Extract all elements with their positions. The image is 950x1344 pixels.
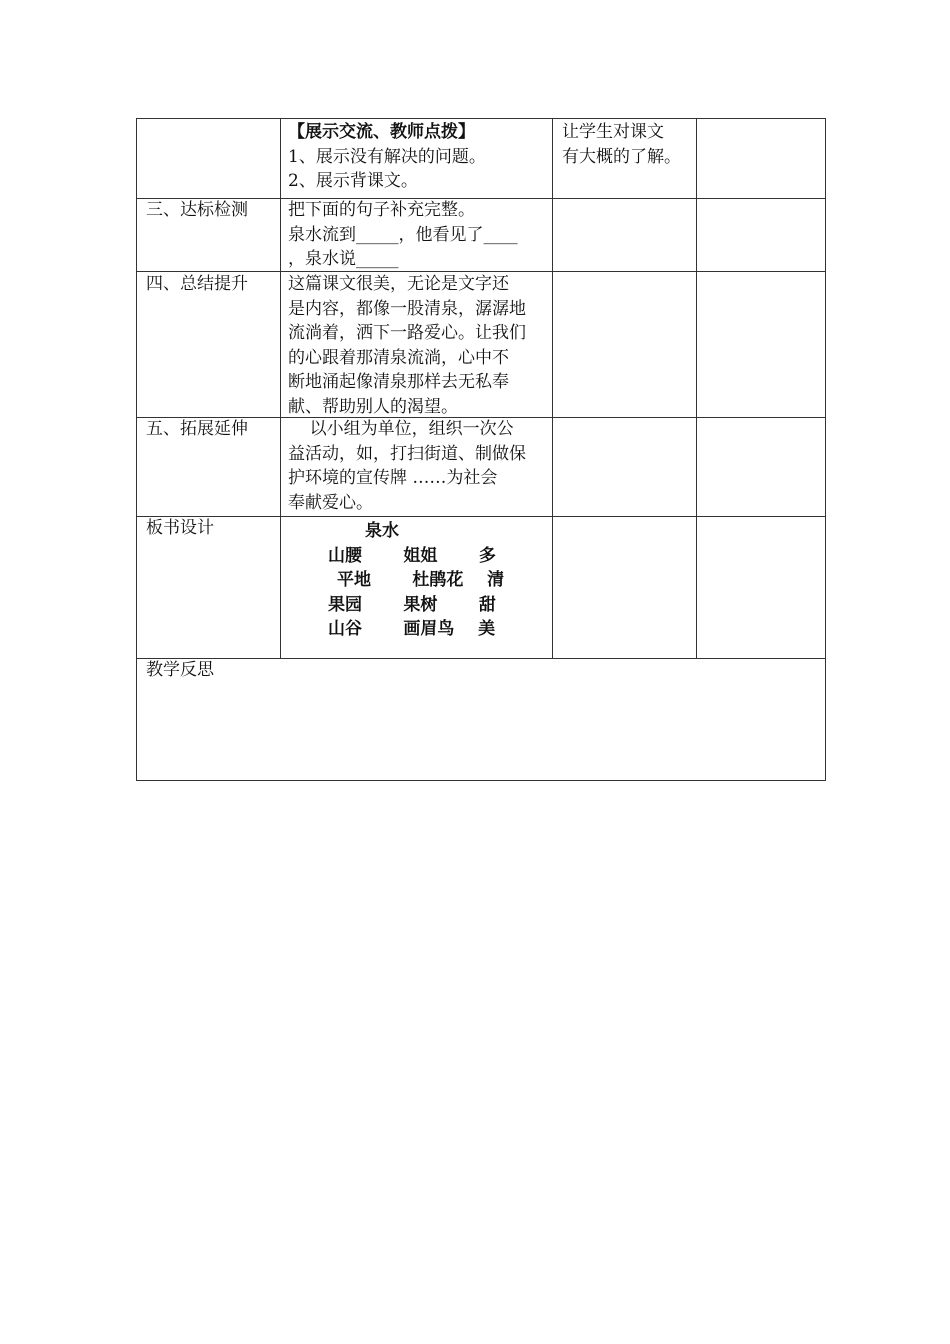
column-divider: [696, 119, 697, 658]
stage-cell: [146, 516, 276, 541]
reflection-cell: [146, 658, 816, 683]
stage-cell: [146, 272, 276, 297]
content-line: 这篇课文很美，无论是文字还: [288, 274, 509, 294]
content-line: 2、展示背课文。: [288, 171, 418, 191]
content-line: ，泉水说_____: [288, 249, 399, 269]
content-line: 奉献爱心。: [288, 492, 373, 513]
column-divider: [280, 119, 281, 658]
board-design-cell: [288, 519, 550, 642]
purpose-line: 有大概的了解。: [562, 146, 681, 167]
content-line: 把下面的句子补充完整。: [288, 200, 475, 220]
section-heading: 【展示交流、教师点拨】: [288, 122, 475, 142]
content-line: 献、帮助别人的渴望。: [288, 396, 458, 417]
reflection-label: 教学反思: [146, 660, 214, 680]
content-line: 以小组为单位，组织一次公: [288, 419, 514, 439]
content-line: 是内容，都像一股清泉，潺潺地: [288, 298, 526, 319]
board-line: 山谷 画眉鸟 美: [328, 619, 496, 639]
stage-label: 五、拓展延伸: [146, 419, 248, 439]
content-line: 1、展示没有解决的问题。: [288, 146, 486, 167]
content-line: 泉水流到_____，他看见了____: [288, 224, 518, 245]
content-line: 益活动，如，打扫街道、制做保: [288, 443, 526, 464]
stage-label: 板书设计: [146, 518, 214, 538]
stage-label: 四、总结提升: [146, 274, 248, 294]
content-line: 流淌着，洒下一路爱心。让我们: [288, 323, 526, 343]
content-cell: [288, 120, 550, 194]
board-title: 泉水: [365, 521, 399, 541]
content-cell: [288, 272, 550, 419]
content-line: 护环境的宣传牌 ……为社会: [288, 468, 498, 488]
content-cell: [288, 417, 550, 515]
lesson-plan-table: [136, 118, 826, 781]
content-line: 的心跟着那清泉流淌，心中不: [288, 347, 509, 368]
stage-cell: [146, 198, 276, 223]
board-line: 果园 果树 甜: [328, 594, 496, 615]
board-line: 平地 杜鹃花 清: [337, 570, 505, 590]
content-cell: [288, 198, 550, 272]
stage-label: 三、达标检测: [146, 200, 248, 220]
column-divider: [552, 119, 553, 658]
board-line: 山腰 姐姐 多: [328, 545, 496, 566]
stage-cell: [146, 417, 276, 442]
purpose-line: 让学生对课文: [562, 122, 664, 142]
content-line: 断地涌起像清泉那样去无私奉: [288, 372, 509, 392]
purpose-cell: [562, 120, 694, 169]
